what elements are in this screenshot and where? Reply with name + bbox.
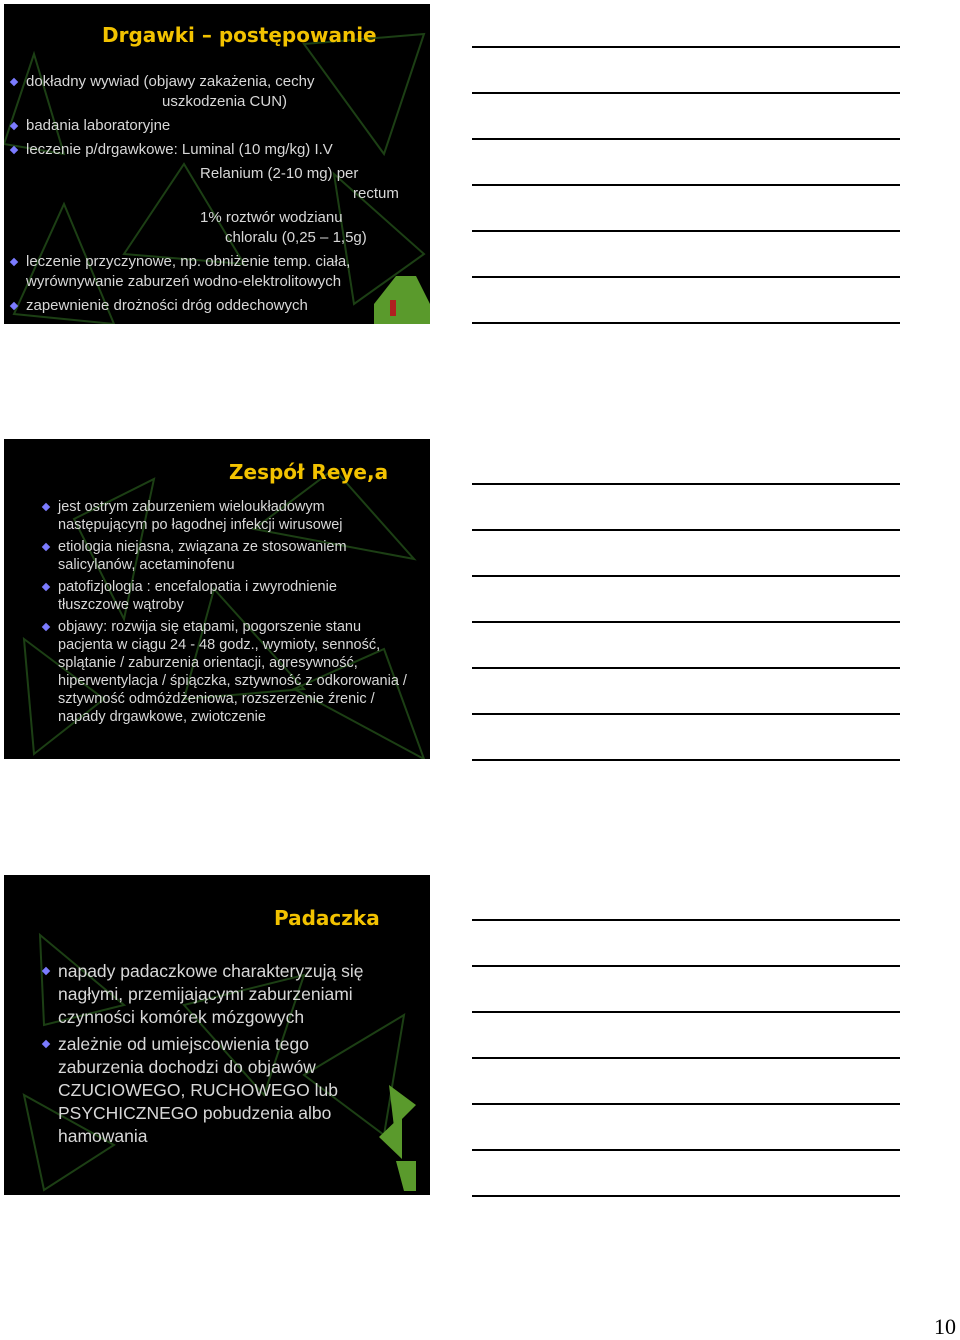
note-line <box>472 184 900 186</box>
bullet-diamond-icon <box>10 302 18 310</box>
bullet-list <box>40 498 410 726</box>
bullet-diamond-icon <box>42 543 50 551</box>
bullet-diamond-icon <box>42 623 50 631</box>
slide-title: Zespół Reye,a <box>229 460 389 484</box>
bullet-diamond-icon <box>42 1040 50 1048</box>
list-item: dokładny wywiad (objawy zakażenia, cechy uszkodzenia CUN) <box>8 72 418 112</box>
bullet-diamond-icon <box>10 122 18 130</box>
note-line <box>472 965 900 967</box>
bullet-diamond-icon <box>42 583 50 591</box>
notes-lines <box>472 46 900 368</box>
list-item: badania laboratoryjne <box>8 116 418 136</box>
slide-title: Drgawki – postępowanie <box>102 23 377 47</box>
page-number: 10 <box>934 1314 956 1339</box>
bullet-diamond-icon <box>10 146 18 154</box>
notes-lines <box>472 483 900 805</box>
note-line <box>472 322 900 324</box>
note-line <box>472 621 900 623</box>
bullet-diamond-icon <box>42 967 50 975</box>
bullet-list <box>8 72 418 316</box>
bullet-diamond-icon <box>42 503 50 511</box>
list-item: patofizjologia : encefalopatia i zwyrodnienie tłuszczowe wątroby <box>40 578 410 614</box>
list-item: zależnie od umiejscowienia tego zaburzenia dochodzi do objawów CZUCIOWEGO, RUCHOWEGO lub PSYCHICZNEGO pobudzenia albo hamowania <box>40 1033 388 1148</box>
note-line <box>472 230 900 232</box>
note-line <box>472 1195 900 1197</box>
note-line <box>472 713 900 715</box>
list-item: jest ostrym zaburzeniem wieloukładowym następującym po łagodnej infekcji wirusowej <box>40 498 410 534</box>
list-item: objawy: rozwija się etapami, pogorszenie stanu pacjenta w ciągu 24 - 48 godz., wymioty, senność, splątanie / zaburzenia orientacji, agresywność, hiperwentylacja / śpiączka, sztywność z odkorowania / sztywność odmóżdżeniowa, rozszerzenie źrenic / napady drgawkowe, zwiotczenie <box>40 618 410 726</box>
slide-zespol-reye <box>4 439 430 759</box>
list-item: napady padaczkowe charakteryzują się nagłymi, przemijającymi zaburzeniami czynności komórek mózgowych <box>40 960 388 1029</box>
list-item: etiologia niejasna, związana ze stosowaniem salicylanów, acetaminofenu <box>40 538 410 574</box>
note-line <box>472 92 900 94</box>
list-item: zapewnienie drożności dróg oddechowych <box>8 296 418 316</box>
note-line <box>472 1103 900 1105</box>
list-item: leczenie przyczynowe, np. obniżenie temp. ciała, wyrównywanie zaburzeń wodno-elektrolitowych <box>8 252 418 292</box>
bullet-diamond-icon <box>10 258 18 266</box>
note-line <box>472 1057 900 1059</box>
note-line <box>472 483 900 485</box>
note-line <box>472 575 900 577</box>
list-item: leczenie p/drgawkowe: Luminal (10 mg/kg) I.V Relanium (2-10 mg) per rectum 1% roztwór wodzianu chloralu (0,25 – 1,5g) <box>8 140 418 248</box>
note-line <box>472 46 900 48</box>
note-line <box>472 138 900 140</box>
note-line <box>472 919 900 921</box>
note-line <box>472 1149 900 1151</box>
bullet-diamond-icon <box>10 78 18 86</box>
note-line <box>472 667 900 669</box>
notes-lines <box>472 919 900 1241</box>
note-line <box>472 276 900 278</box>
bullet-list <box>40 960 388 1148</box>
note-line <box>472 529 900 531</box>
note-line <box>472 759 900 761</box>
slide-drgawki <box>4 4 430 324</box>
slide-padaczka <box>4 875 430 1195</box>
slide-title: Padaczka <box>274 906 380 930</box>
note-line <box>472 1011 900 1013</box>
